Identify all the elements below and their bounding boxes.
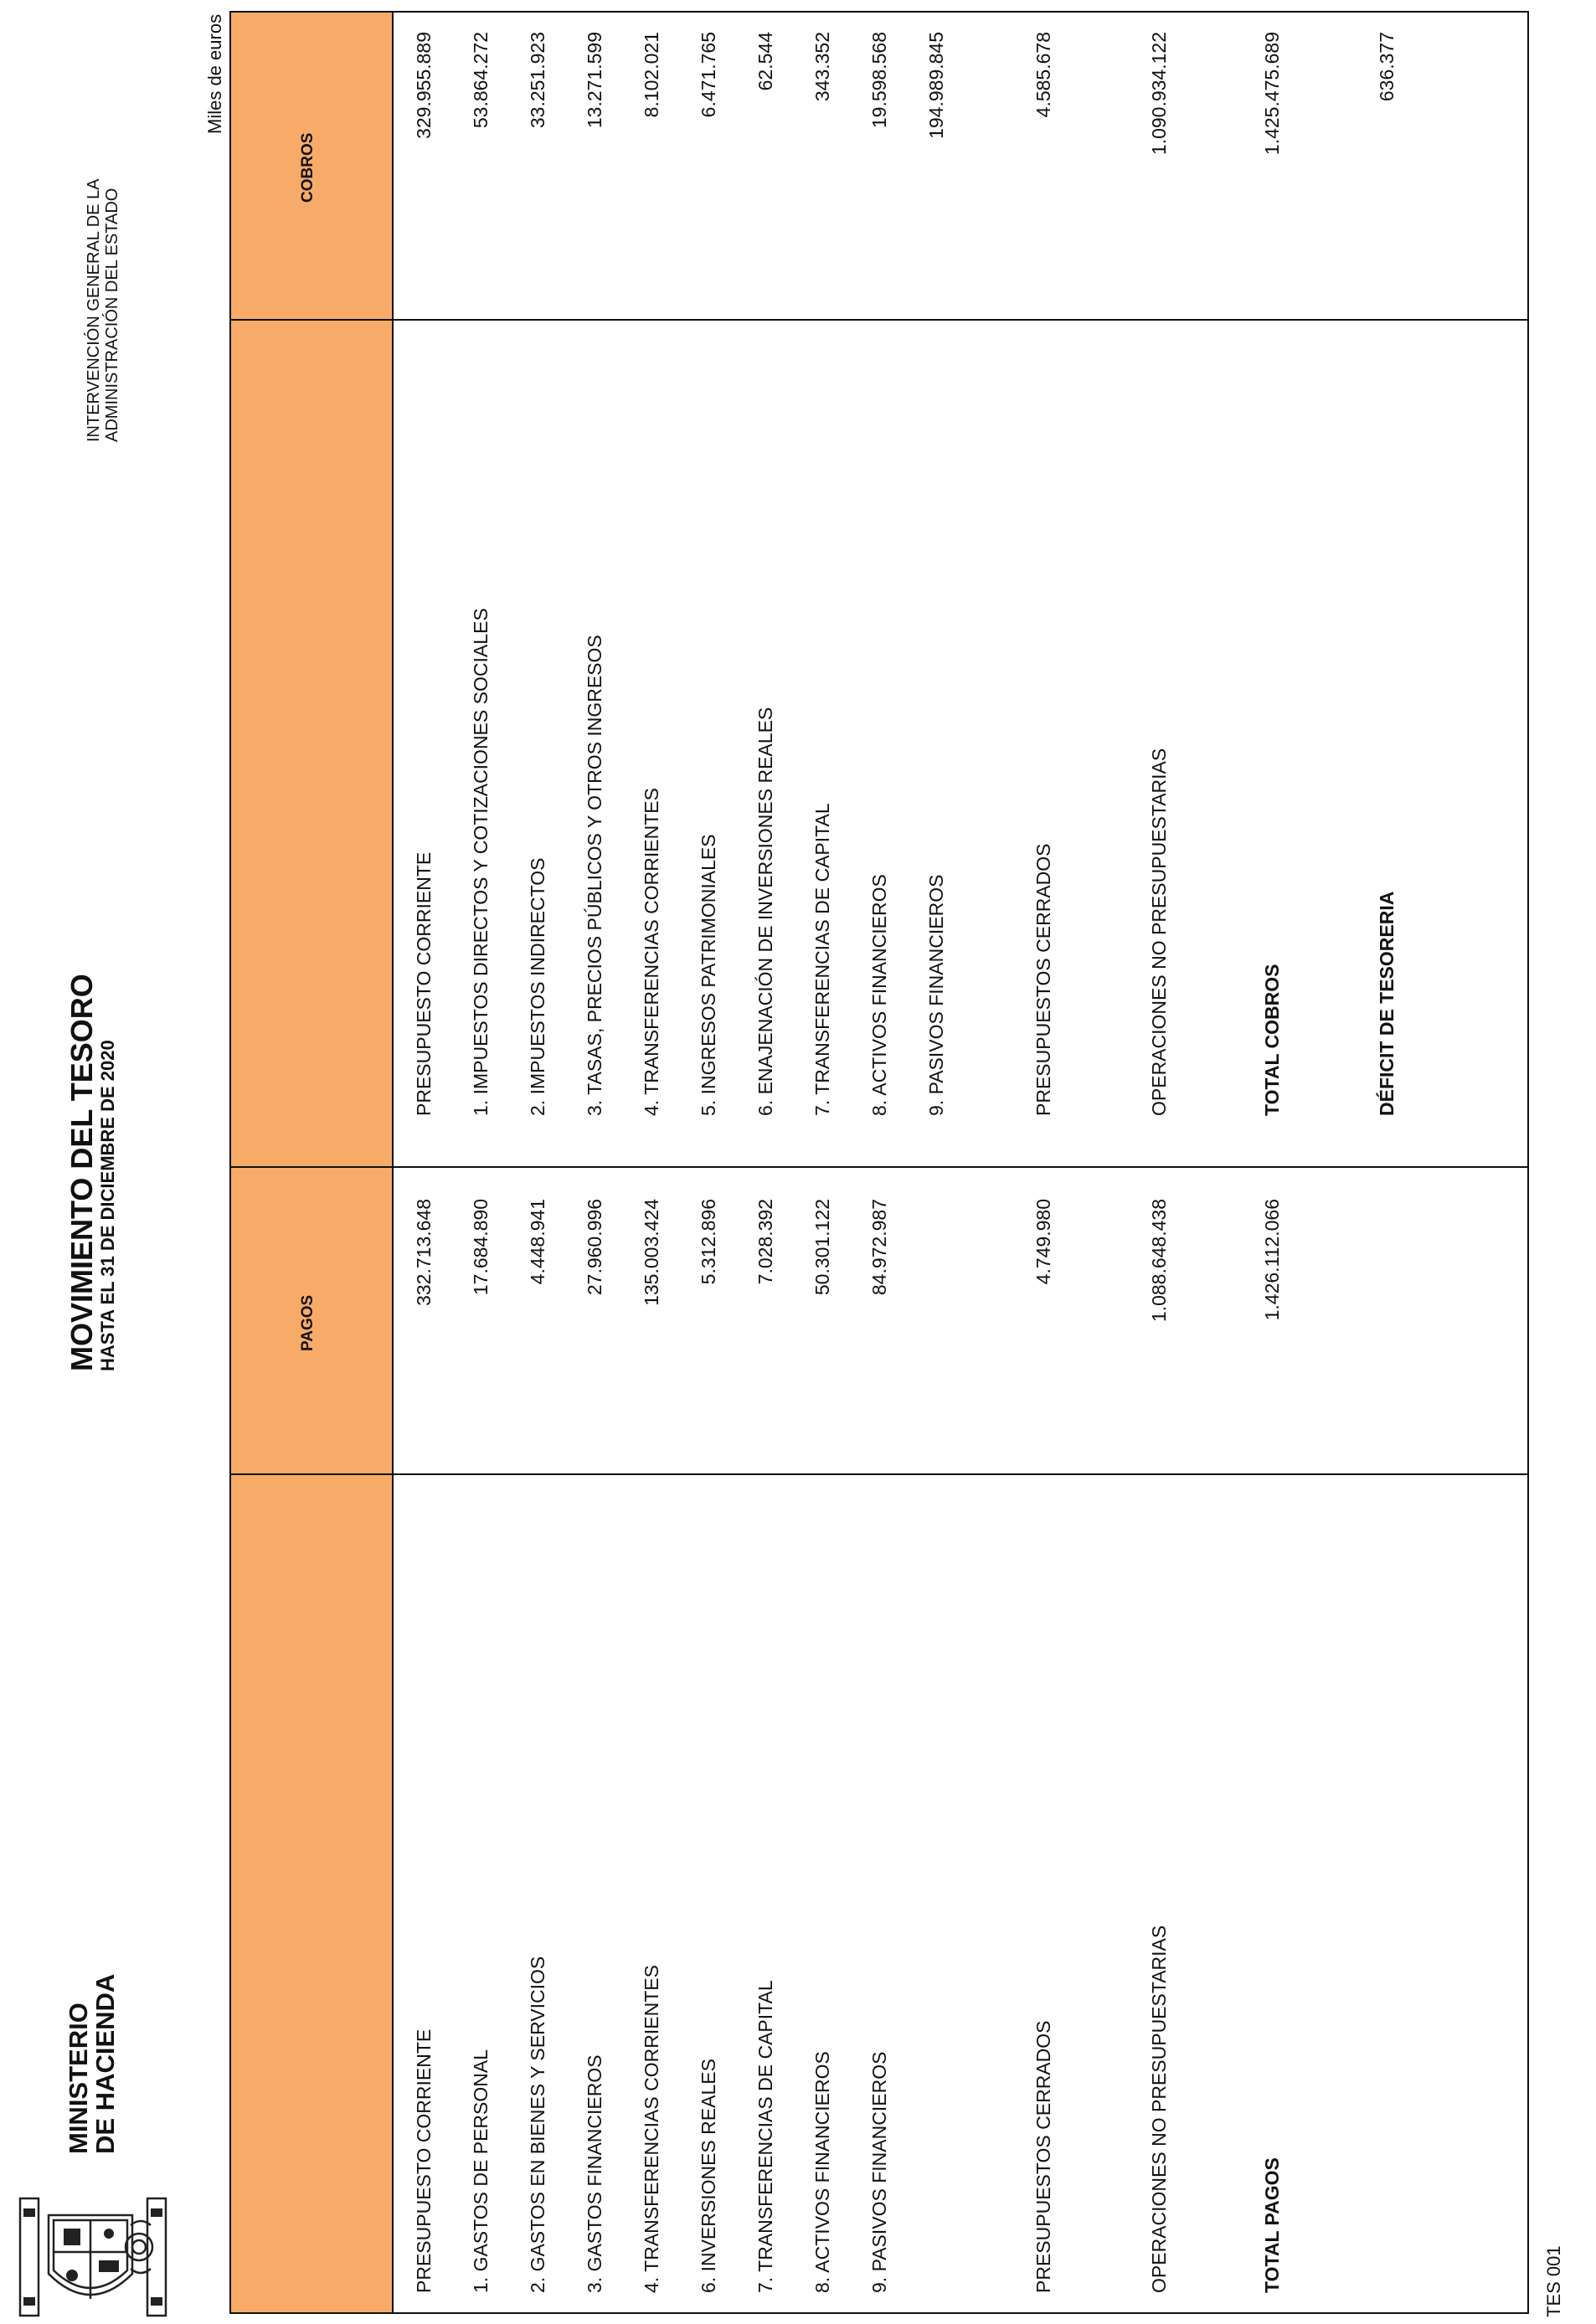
pagos-label: 2. GASTOS EN BIENES Y SERVICIOS xyxy=(527,1956,548,2293)
cobros-value: 6.471.765 xyxy=(698,32,719,118)
pagos-label: OPERACIONES NO PRESUPUESTARIAS xyxy=(1148,1925,1170,2293)
cobros-label: 7. TRANSFERENCIAS DE CAPITAL xyxy=(811,803,833,1116)
pagos-value: 50.301.122 xyxy=(811,1199,833,1296)
pagos-label: PRESUPUESTO CORRIENTE xyxy=(413,2028,435,2293)
cobros-value: 1.090.934.122 xyxy=(1148,32,1170,156)
cobros-label: PRESUPUESTOS CERRADOS xyxy=(1032,843,1054,1116)
pagos-label: 8. ACTIVOS FINANCIEROS xyxy=(811,2051,833,2293)
pagos-value: 84.972.987 xyxy=(868,1199,890,1296)
cobros-label: 8. ACTIVOS FINANCIEROS xyxy=(868,874,890,1116)
igae-line-2: ADMINISTRACIÓN DEL ESTADO xyxy=(103,188,121,442)
ministry-name: MINISTERIO xyxy=(64,2003,93,2154)
pagos-value: 4.749.980 xyxy=(1032,1199,1054,1285)
total-cobros-label: TOTAL COBROS xyxy=(1261,964,1283,1116)
column-divider-3 xyxy=(229,319,1529,321)
pagos-label: 3. GASTOS FINANCIEROS xyxy=(584,2054,605,2293)
total-pagos-value: 1.426.112.066 xyxy=(1261,1199,1283,1321)
total-pagos-label: TOTAL PAGOS xyxy=(1261,2157,1283,2293)
cobros-label: PRESUPUESTO CORRIENTE xyxy=(413,851,435,1116)
cobros-value: 8.102.021 xyxy=(641,32,662,118)
cobros-label: 6. ENAJENACIÓN DE INVERSIONES REALES xyxy=(754,707,776,1116)
header-band-divider xyxy=(392,11,394,2314)
cobros-value: 62.544 xyxy=(754,32,776,91)
cobros-label: 9. PASIVOS FINANCIEROS xyxy=(925,874,947,1116)
table-border-left xyxy=(229,11,231,2314)
page-title: MOVIMIENTO DEL TESORO xyxy=(64,974,99,1371)
table-border-right xyxy=(1527,11,1529,2314)
column-header-band xyxy=(231,12,393,2312)
ministry-name-2: DE HACIENDA xyxy=(90,1973,120,2154)
cobros-value: 53.864.272 xyxy=(470,32,492,129)
cobros-value: 33.251.923 xyxy=(527,32,548,129)
cobros-label: OPERACIONES NO PRESUPUESTARIAS xyxy=(1148,748,1170,1116)
pagos-label: 6. INVERSIONES REALES xyxy=(698,2059,719,2293)
pagos-value: 1.088.648.438 xyxy=(1148,1199,1170,1323)
cobros-label: 1. IMPUESTOS DIRECTOS Y COTIZACIONES SOCIALES xyxy=(470,608,492,1116)
table-border-top xyxy=(229,11,1529,13)
column-divider-2 xyxy=(229,1166,1529,1168)
coat-of-arms-icon xyxy=(13,2192,172,2322)
pagos-label: 7. TRANSFERENCIAS DE CAPITAL xyxy=(754,1980,776,2293)
deficit-label: DÉFICIT DE TESORERIA xyxy=(1376,891,1398,1116)
units-label: Miles de euros xyxy=(204,13,225,134)
pagos-value: 7.028.392 xyxy=(754,1199,776,1285)
deficit-value: 636.377 xyxy=(1376,32,1398,102)
pagos-label: 1. GASTOS DE PERSONAL xyxy=(470,2049,492,2293)
column-header-cobros: COBROS xyxy=(299,132,317,203)
pagos-value: 332.713.648 xyxy=(413,1199,435,1306)
table-border-bottom xyxy=(229,2312,1529,2314)
page-subtitle: HASTA EL 31 DE DICIEMBRE DE 2020 xyxy=(97,1040,118,1371)
pagos-value: 27.960.996 xyxy=(584,1199,605,1296)
cobros-label: 4. TRANSFERENCIAS CORRIENTES xyxy=(641,788,662,1116)
column-header-pagos: PAGOS xyxy=(299,1294,317,1351)
total-cobros-value: 1.425.475.689 xyxy=(1261,32,1283,156)
column-divider-1 xyxy=(229,1473,1529,1475)
cobros-label: 2. IMPUESTOS INDIRECTOS xyxy=(527,857,548,1116)
pagos-value: 135.003.424 xyxy=(641,1199,662,1306)
cobros-value: 19.598.568 xyxy=(868,32,890,129)
pagos-value: 17.684.890 xyxy=(470,1199,492,1296)
cobros-label: 3. TASAS, PRECIOS PÚBLICOS Y OTROS INGRESOS xyxy=(584,635,605,1116)
cobros-value: 4.585.678 xyxy=(1032,32,1054,118)
cobros-value: 343.352 xyxy=(811,32,833,102)
pagos-label: 4. TRANSFERENCIAS CORRIENTES xyxy=(641,1965,662,2293)
footer-code: TES 001 xyxy=(1543,2245,1564,2317)
pagos-value: 5.312.896 xyxy=(698,1199,719,1285)
igae-line-1: INTERVENCIÓN GENERAL DE LA xyxy=(85,178,103,442)
cobros-value: 329.955.889 xyxy=(413,32,435,139)
cobros-label: 5. INGRESOS PATRIMONIALES xyxy=(698,834,719,1116)
pagos-label: PRESUPUESTOS CERRADOS xyxy=(1032,2020,1054,2293)
pagos-label: 9. PASIVOS FINANCIEROS xyxy=(868,2051,890,2293)
cobros-value: 194.989.845 xyxy=(925,32,947,139)
cobros-value: 13.271.599 xyxy=(584,32,605,129)
pagos-value: 4.448.941 xyxy=(527,1199,548,1285)
